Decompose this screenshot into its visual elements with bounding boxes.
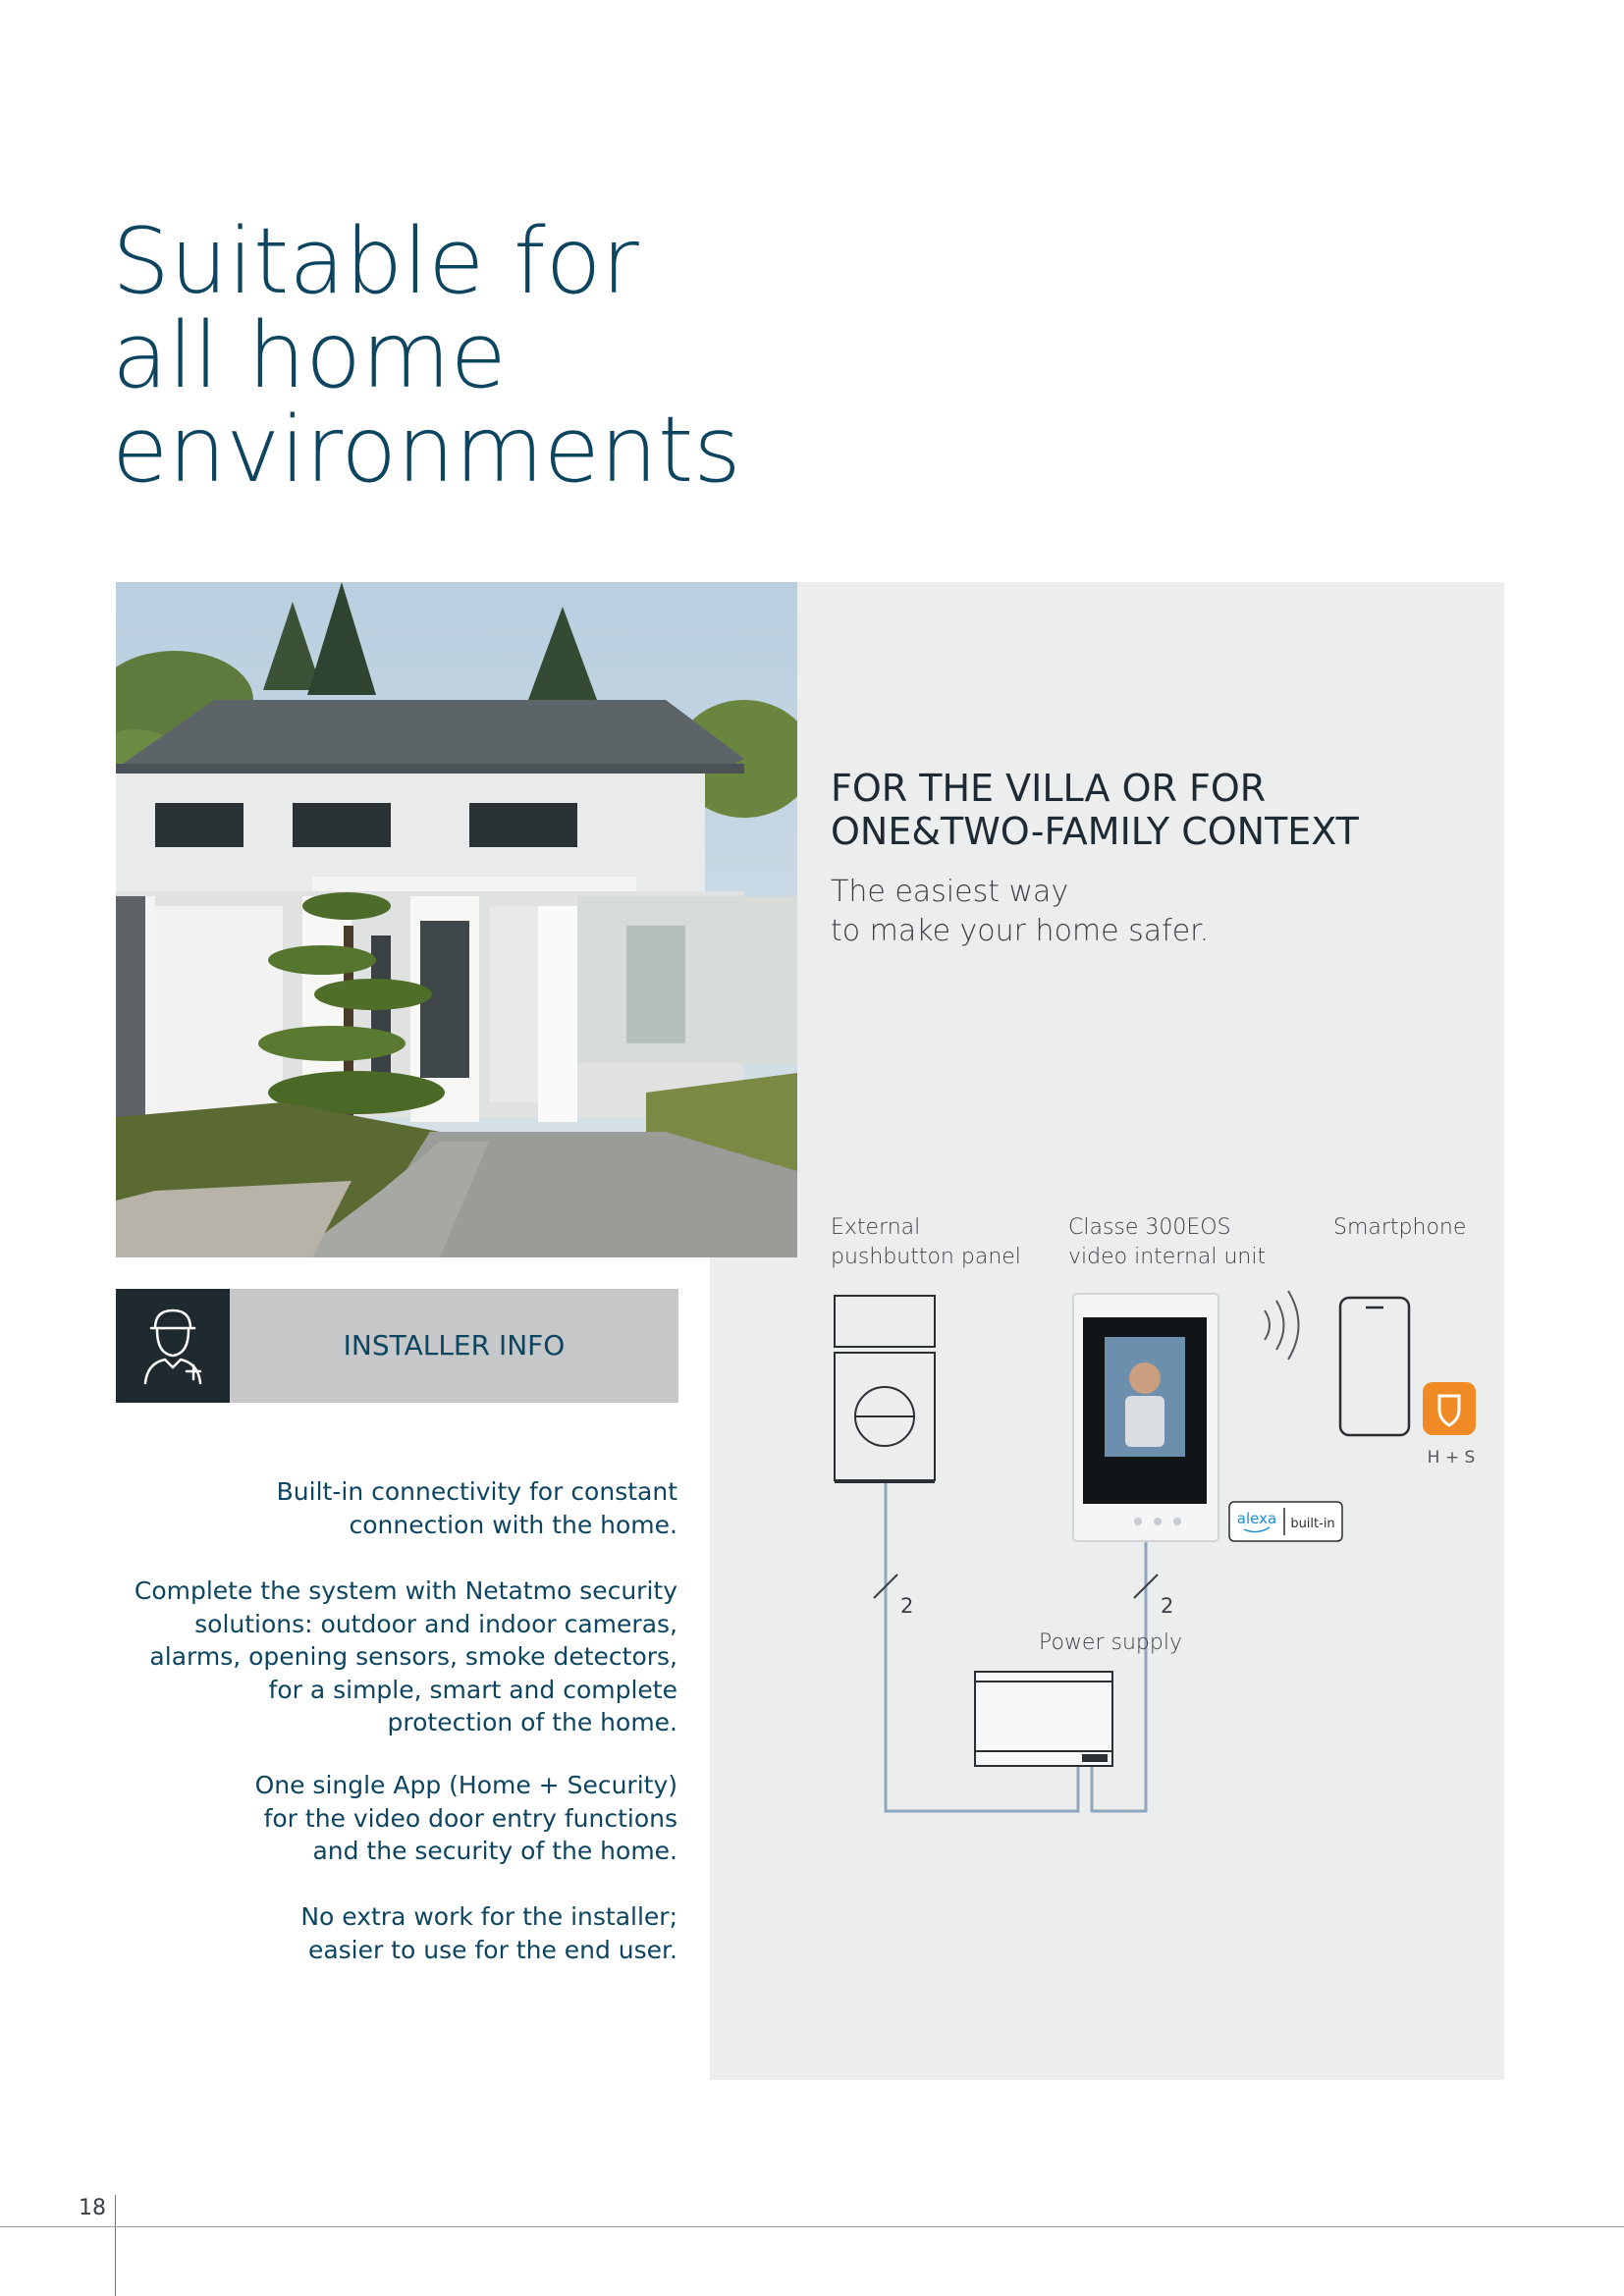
footer-divider-horizontal: [0, 2226, 1624, 2227]
villa-subheading: [831, 873, 1459, 951]
title-line-3: environments: [112, 397, 741, 503]
smartphone-icon: [1340, 1298, 1409, 1435]
villa-sub-line-2: to make your home safer.: [831, 914, 1210, 948]
villa-heading-line-1: FOR THE VILLA OR FOR: [831, 767, 1267, 810]
system-diagram: [710, 1266, 1504, 1836]
installer-icon-box: [116, 1289, 230, 1403]
feature-line: for the video door entry functions: [263, 1803, 677, 1833]
feature-line: Complete the system with Netatmo security: [134, 1576, 677, 1605]
power-supply-icon: [975, 1672, 1112, 1766]
app-label: H + S: [1427, 1448, 1476, 1468]
power-supply-label: Power supply: [1039, 1630, 1182, 1655]
villa-illustration: [116, 582, 797, 1257]
internal-unit-label-line-2: video internal unit: [1068, 1245, 1267, 1269]
alexa-builtin-text: built-in: [1290, 1517, 1335, 1531]
villa-heading-line-2: ONE&TWO-FAMILY CONTEXT: [831, 810, 1359, 853]
villa-photo: [116, 582, 797, 1257]
villa-heading: [831, 767, 1459, 853]
installer-icon: [116, 1289, 230, 1403]
feature-connectivity: [128, 1475, 677, 1541]
feature-line: Built-in connectivity for constant: [276, 1477, 677, 1506]
wire-count-left: 2: [900, 1594, 914, 1618]
feature-line: for a simple, smart and complete: [268, 1675, 677, 1704]
installer-info-label: INSTALLER INFO: [343, 1329, 566, 1362]
external-panel-icon: [835, 1296, 935, 1482]
page-number: 18: [79, 2196, 106, 2220]
installer-info-bar: [116, 1289, 678, 1403]
feature-line: One single App (Home + Security): [254, 1771, 677, 1799]
title-line-1: Suitable for: [112, 208, 639, 314]
external-panel-label-line-1: External: [831, 1215, 921, 1240]
feature-no-extra-work: [128, 1900, 677, 1966]
internal-unit-label-line-1: Classe 300EOS: [1068, 1215, 1231, 1240]
feature-line: solutions: outdoor and indoor cameras,: [194, 1609, 677, 1638]
feature-single-app: [128, 1769, 677, 1868]
feature-line: easier to use for the end user.: [307, 1935, 677, 1964]
home-security-app-icon: [1423, 1382, 1476, 1435]
title-line-2: all home: [112, 302, 507, 408]
feature-line: protection of the home.: [387, 1708, 677, 1736]
external-panel-label-line-2: pushbutton panel: [831, 1245, 1021, 1269]
feature-netatmo: [128, 1575, 677, 1739]
internal-unit-label: [1068, 1213, 1284, 1272]
page-title: [112, 208, 996, 503]
feature-line: alarms, opening sensors, smoke detectors,: [149, 1642, 677, 1671]
wireless-signal-icon: [1265, 1291, 1299, 1360]
alexa-builtin-badge: [1229, 1502, 1342, 1541]
wire-count-marks: [874, 1575, 1158, 1598]
wire-count-right: 2: [1161, 1594, 1174, 1618]
villa-sub-line-1: The easiest way: [831, 875, 1069, 909]
feature-line: connection with the home.: [349, 1510, 677, 1539]
footer-divider-vertical: [115, 2195, 116, 2296]
feature-line: No extra work for the installer;: [300, 1902, 677, 1931]
feature-line: and the security of the home.: [312, 1837, 677, 1865]
external-panel-label: [831, 1213, 1047, 1272]
video-internal-unit-icon: [1073, 1294, 1218, 1541]
smartphone-label: Smartphone: [1333, 1215, 1467, 1240]
alexa-word: alexa: [1236, 1510, 1277, 1527]
